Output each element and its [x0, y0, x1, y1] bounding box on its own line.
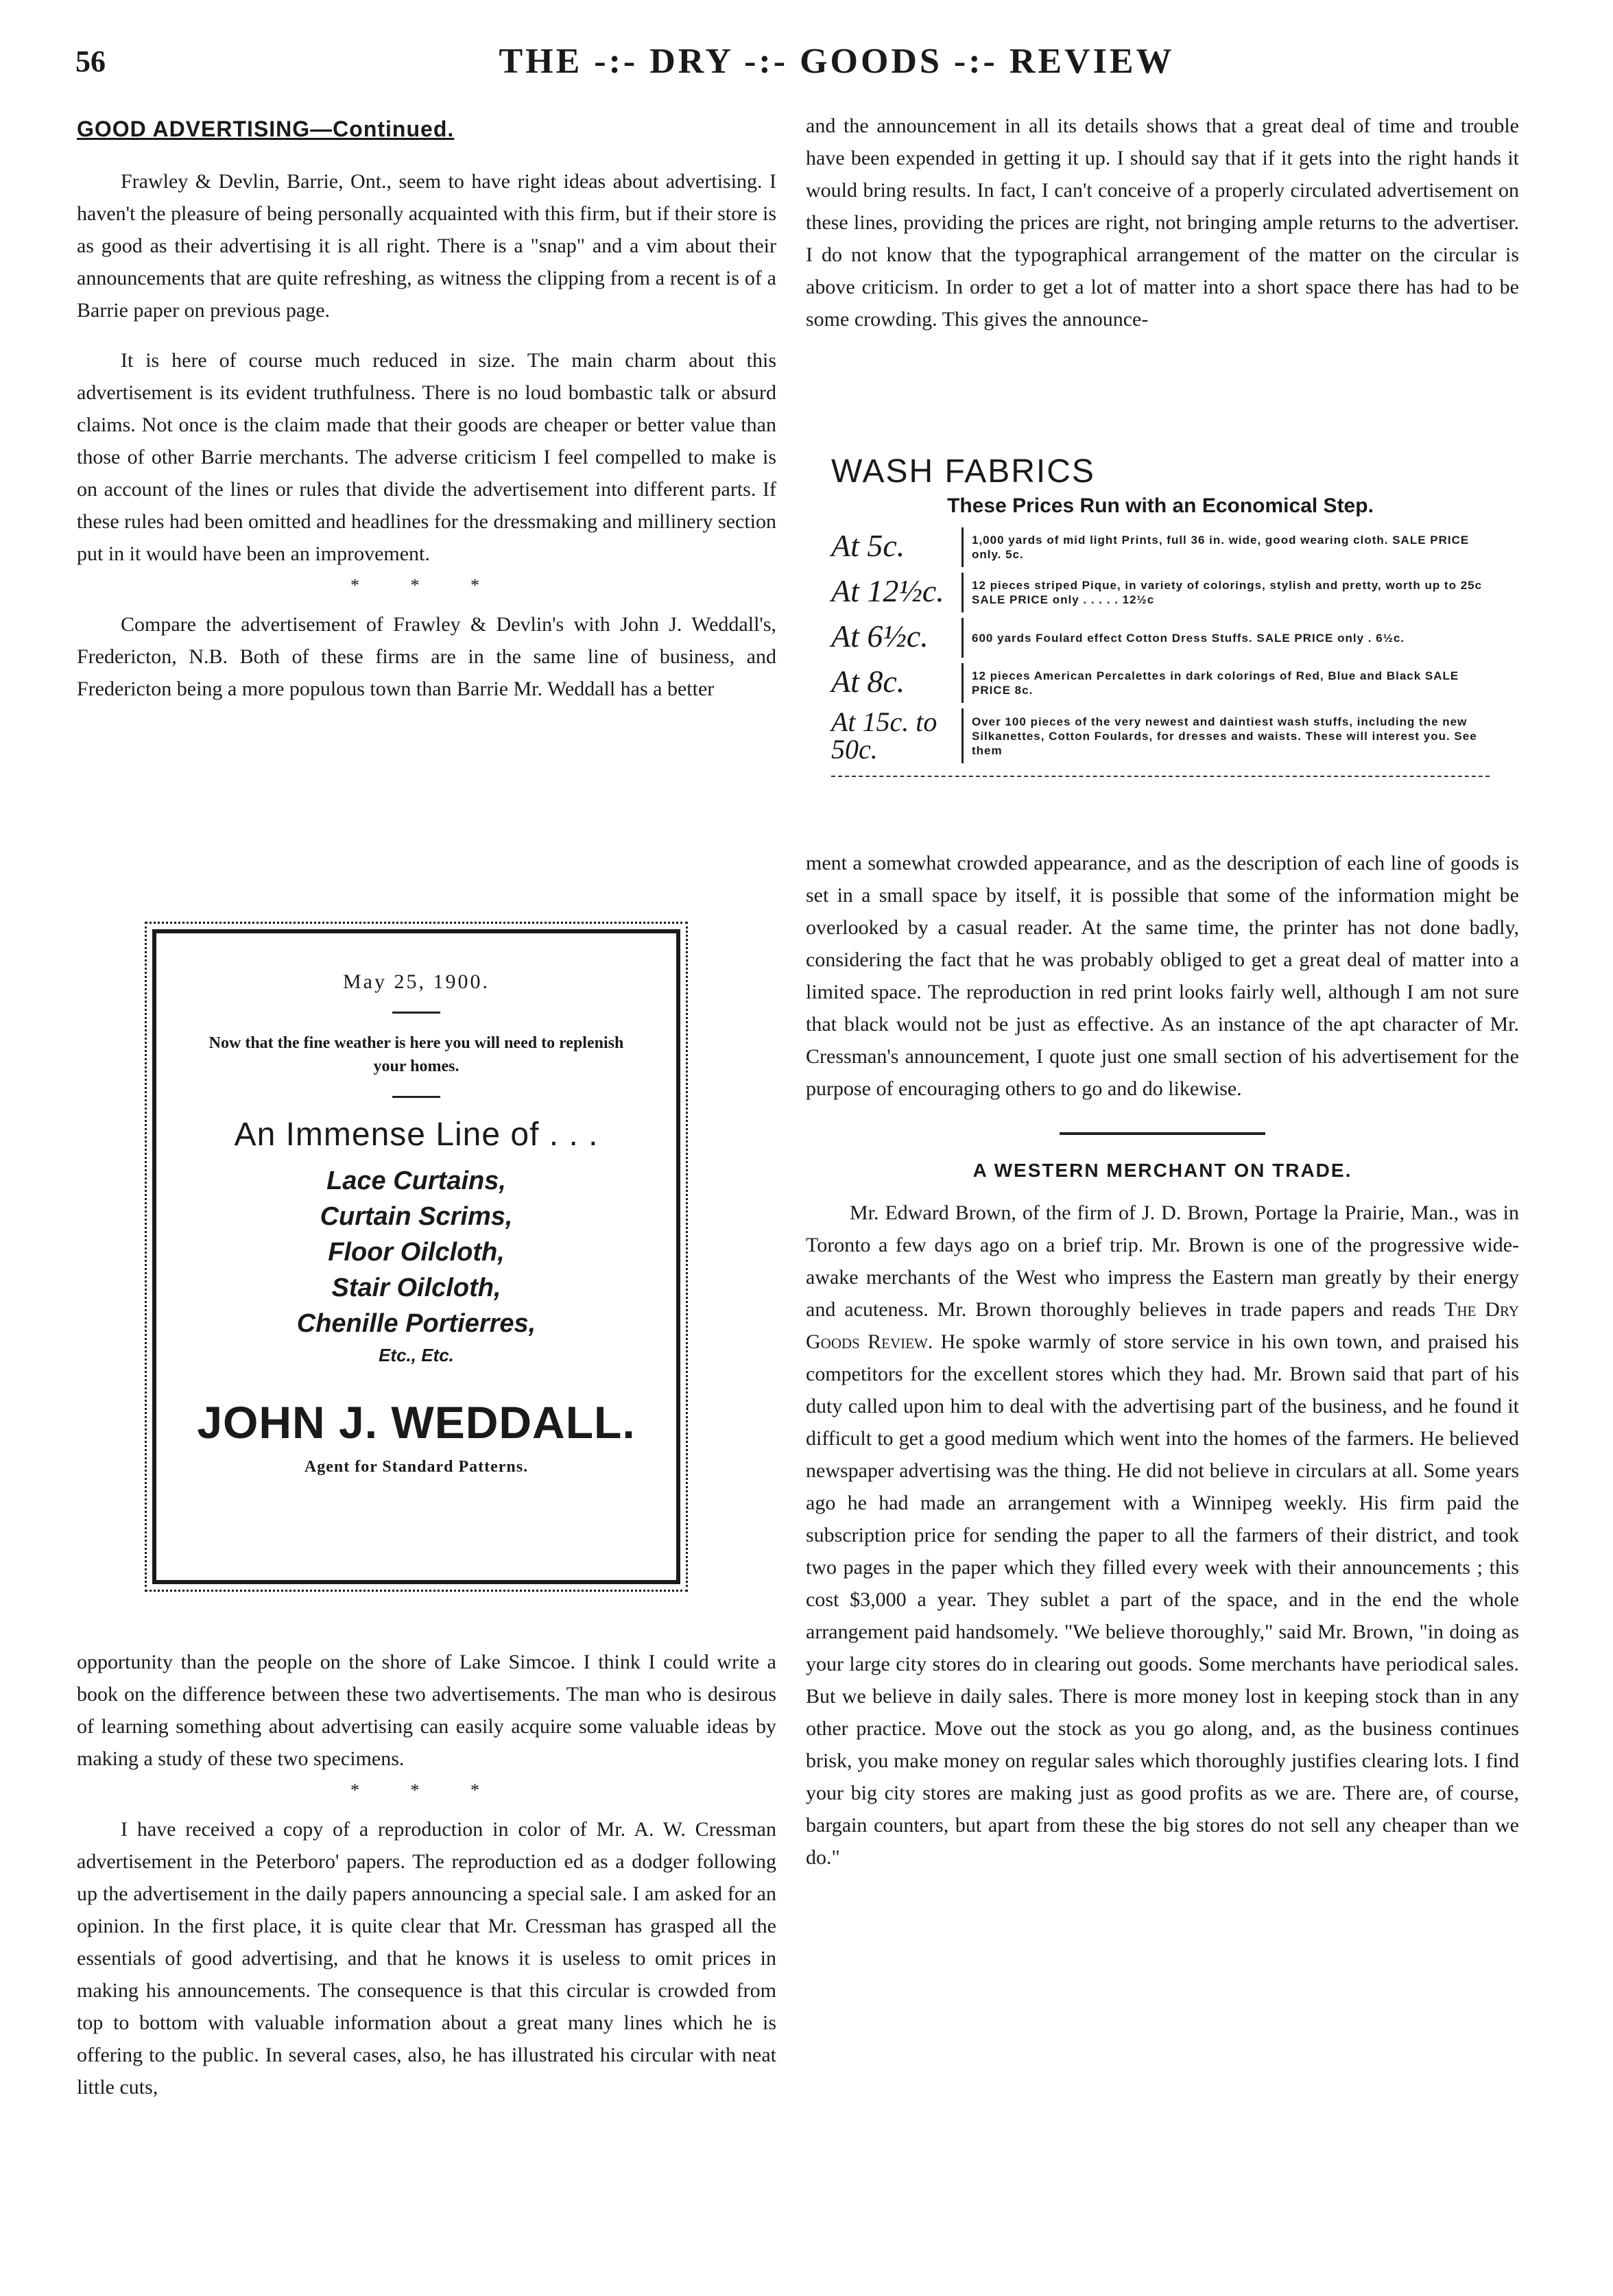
wash-ad-row — [831, 525, 1490, 570]
ad-item: Floor Oilcloth, — [328, 1238, 505, 1267]
paragraph-frawley-devlin: Frawley & Devlin, Barrie, Ont., seem to have right ideas about advertising. I haven't the pleasure of being personally acquainted with this firm, but if their store is as good as their advertising it is all right. There is a "snap" and a vim about their announcements that are quite refreshing, as witness the clipping from a recent is of a Barrie paper on previous page. — [77, 170, 776, 322]
ad-item-list — [156, 1163, 676, 1369]
wash-ad-row — [831, 615, 1490, 660]
paragraph-truthfulness: It is here of course much reduced in size. The main charm about this advertisement is its evident truthfulness. There is no loud bombastic talk or absurd claims. Not once is the claim made that their goods are cheaper or better value than those of other Barrie merchants. The adverse criticism I feel compelled to make is on account of the lines or rules that divide the advertisement into different parts. If these rules had been omitted and headlines for the dressmaking and millinery section put in it would have been an improvement. — [77, 349, 776, 565]
edward-brown-text: Mr. Edward Brown, of the firm of J. D. Brown, Portage la Prairie, Man., was in Toronto a few days ago on a brief trip. Mr. Brown is one of the progressive wide-awake merchants of the West who impress the Eastern man greatly by their energy and acuteness. Mr. Brown thoroughly believes in trade papers and reads — [806, 1201, 1519, 1321]
paragraph-opportunity: opportunity than the people on the shore of Lake Simcoe. I think I could write a book on the difference between these two advertisements. The man who is desirous of learning something about advertising can easily acquire some valuable ideas by making a study of these two specimens. — [77, 1651, 776, 1770]
ad-merchant-name: JOHN J. WEDDALL. — [197, 1397, 636, 1448]
wash-ad-description: Over 100 pieces of the very newest and daintiest wash stuffs, including the new Silkanettes, Cotton Foulards, for dresses and waists. These will interest you. See them — [972, 715, 1477, 757]
paragraph-cressman: I have received a copy of a reproduction in color of Mr. A. W. Cressman advertisement in the Peterboro' papers. The reproduction ed as a dodger following up the advertisement in the daily papers announcing a special sale. I am asked for an opinion. In the first place, it is quite clear that Mr. Cressman has grasped all the essentials of good advertising, and that he knows it is useless to omit prices in making his announcements. The consequence is that this circular is crowded from top to bottom with valuable information about a great many lines which he is offering to the public. In several cases, also, he has illustrated his circular with neat little cuts, — [77, 1818, 776, 2098]
wash-ad-description: 12 pieces striped Pique, in variety of colorings, stylish and pretty, worth up to 25c SALE PRICE only . . . . . 12½c — [972, 579, 1483, 606]
wash-ad-price: At 15c. to 50c. — [831, 708, 964, 763]
ad-item: Chenille Portierres, — [296, 1309, 536, 1338]
section-heading-western-merchant: A WESTERN MERCHANT ON TRADE. — [972, 1160, 1352, 1181]
ad-item: Stair Oilcloth, — [331, 1273, 501, 1302]
right-column-lower — [806, 847, 1519, 1874]
ad-item: Curtain Scrims, — [320, 1202, 513, 1231]
edward-brown-text-continued: . He spoke warmly of store service in his own town, and praised his competitors for the excellent stores which they had. Mr. Brown said that part of his duty called upon him to deal with the advertising part of the business, and he found it difficult to get a good medium which went into the homes of the farmers. He believed newspaper advertising was the thing. He did not believe in circulars at all. Some years ago he had made an arrangement with a Winnipeg weekly. His firm paid the subscription price for sending the paper to all the farmers of their district, and took two pages in the paper which they filled every week with their announcements ; this cost $3,000 a year. They sublet a part of the space, and in the end the whole arrangement paid handsomely. "We believe thoroughly," said Mr. Brown, "in doing as your large city stores do in clearing out goods. Some merchants have periodical sales. But we believe in daily sales. There is more money lost in keeping stock than in any other practice. Move out the stock as you go along, and, as the business continues brisk, you make money on regular sales which thoroughly justifies clearing lots. I find your big city stores are making just as good profits as we are. There are, of course, bargain counters, but apart from these the big stores do not sell any cheaper than we do." — [806, 1330, 1519, 1869]
journal-title: The Dry Goods Review — [806, 1298, 1519, 1353]
page-number: 56 — [75, 45, 106, 78]
left-column-lower — [77, 1646, 776, 2103]
wash-ad-row — [831, 706, 1490, 766]
ad-item: Lace Curtains, — [326, 1167, 506, 1195]
wash-ad-bottom-rule — [831, 776, 1490, 777]
paragraph-compare-weddall: Compare the advertisement of Frawley & Devlin's with John J. Weddall's, Fredericton, N.B. Both of these firms are in the same line of business, and Fredericton being a more populous town than Barrie Mr. Weddall has a better — [77, 613, 776, 700]
wash-ad-description: 1,000 yards of mid light Prints, full 36 in. wide, good wearing cloth. SALE PRICE only. 5c. — [972, 534, 1470, 561]
section-heading-good-advertising: GOOD ADVERTISING—Continued. — [77, 117, 455, 141]
ad-item-etc: Etc., Etc. — [379, 1345, 454, 1365]
wash-ad-subtitle: These Prices Run with an Economical Step. — [947, 494, 1374, 517]
wash-ad-row — [831, 570, 1490, 615]
page-header — [75, 41, 1529, 96]
left-column — [77, 117, 776, 705]
ad-divider — [392, 1012, 440, 1014]
section-divider-stars: * * * — [350, 575, 503, 595]
paragraph-edward-brown — [806, 1197, 1519, 1874]
ad-date: May 25, 1900. — [343, 970, 490, 993]
wash-fabrics-advertisement — [831, 453, 1490, 823]
paragraph-announcement-details: and the announcement in all its details shows that a great deal of time and trouble have been expended in getting it up. I should say that if it gets into the right hands it would bring results. In fact, I can't conceive of a properly circulated advertisement on these lines, providing the prices are right, not bringing ample returns to the advertiser. I do not know that the typographical arrangement of the matter on the circular is above criticism. In order to get a lot of matter into a short space there has had to be some crowding. This gives the announce- — [806, 115, 1519, 331]
wash-ad-title: WASH FABRICS — [831, 453, 1095, 490]
wash-ad-row — [831, 660, 1490, 706]
wash-ad-price: At 12½c. — [831, 573, 964, 612]
wash-ad-price: At 5c. — [831, 527, 964, 567]
ad-headline: An Immense Line of . . . — [234, 1116, 599, 1153]
wash-ad-price: At 8c. — [831, 663, 964, 703]
right-column — [806, 110, 1519, 335]
weddall-advertisement — [152, 929, 680, 1584]
wash-ad-description: 12 pieces American Percalettes in dark colorings of Red, Blue and Black SALE PRICE 8c. — [972, 669, 1459, 697]
section-rule — [1060, 1132, 1265, 1135]
masthead-title: THE -:- DRY -:- GOODS -:- REVIEW — [499, 42, 1175, 81]
wash-ad-price: At 6½c. — [831, 618, 964, 658]
wash-ad-description: 600 yards Foulard effect Cotton Dress Stuffs. SALE PRICE only . 6½c. — [972, 631, 1405, 645]
ad-divider — [392, 1096, 440, 1098]
ad-agent-line: Agent for Standard Patterns. — [304, 1458, 529, 1476]
paragraph-crowded-appearance: ment a somewhat crowded appearance, and as the description of each line of goods is set in a small space by itself, it is possible that some of the information might be overlooked by a casual reader. At the same time, the printer has not done badly, considering the fact that he was probably obliged to get a great deal of matter into a limited space. The reproduction in red print looks fairly well, although I am not sure that black would not be just as effective. As an instance of the apt character of Mr. Cressman's announcement, I quote just one small section of his advertisement for the purpose of encouraging others to go and do likewise. — [806, 852, 1519, 1100]
ad-intro: Now that the fine weather is here you will need to replenish your homes. — [208, 1034, 624, 1075]
section-divider-stars: * * * — [350, 1780, 503, 1800]
